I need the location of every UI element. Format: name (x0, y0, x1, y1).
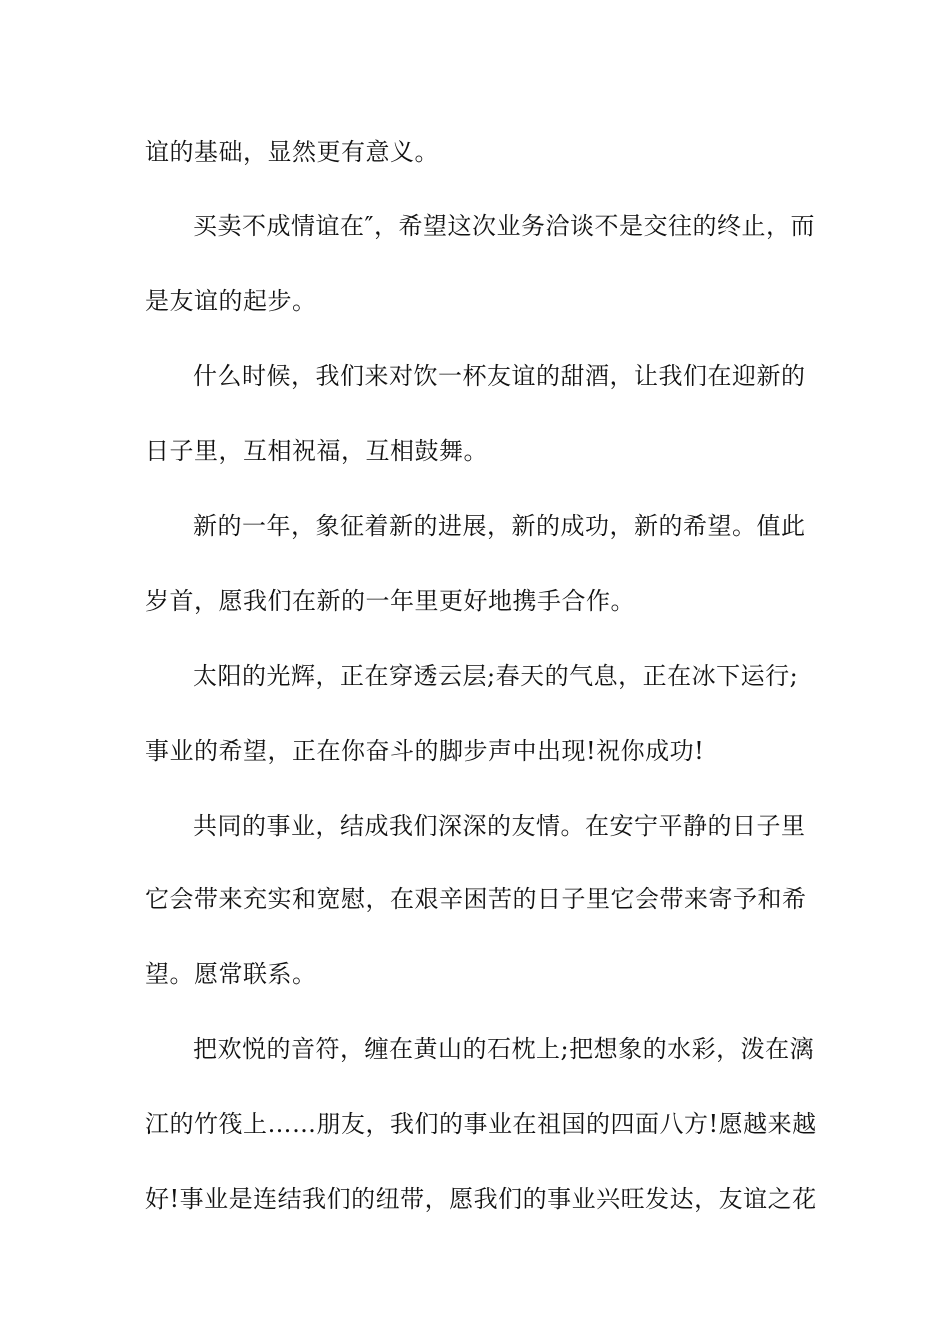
text-line: 好!事业是连结我们的纽带，愿我们的事业兴旺发达，友谊之花 (145, 1185, 817, 1213)
text-line: 它会带来充实和宽慰，在艰辛困苦的日子里它会带来寄予和希 (145, 885, 807, 913)
text-line: 是友谊的起步。 (145, 287, 317, 315)
text-line: 谊的基础，显然更有意义。 (145, 138, 439, 166)
text-line: 共同的事业，结成我们深深的友情。在安宁平静的日子里 (193, 812, 806, 840)
text-line: 买卖不成情谊在″，希望这次业务洽谈不是交往的终止，而 (193, 212, 815, 240)
text-line: 什么时候，我们来对饮一杯友谊的甜酒，让我们在迎新的 (193, 362, 806, 390)
text-line: 新的一年，象征着新的进展，新的成功，新的希望。值此 (193, 512, 806, 540)
text-line: 望。愿常联系。 (145, 960, 317, 988)
text-line: 把欢悦的音符，缠在黄山的石枕上;把想象的水彩，泼在漓 (193, 1035, 815, 1063)
text-line: 太阳的光辉，正在穿透云层;春天的气息，正在冰下运行; (193, 662, 799, 690)
text-line: 日子里，互相祝福，互相鼓舞。 (145, 437, 488, 465)
text-line: 事业的希望，正在你奋斗的脚步声中出现!祝你成功! (145, 737, 705, 765)
text-line: 江的竹筏上……朋友，我们的事业在祖国的四面八方!愿越来越 (145, 1110, 817, 1138)
text-line: 岁首，愿我们在新的一年里更好地携手合作。 (145, 587, 635, 615)
